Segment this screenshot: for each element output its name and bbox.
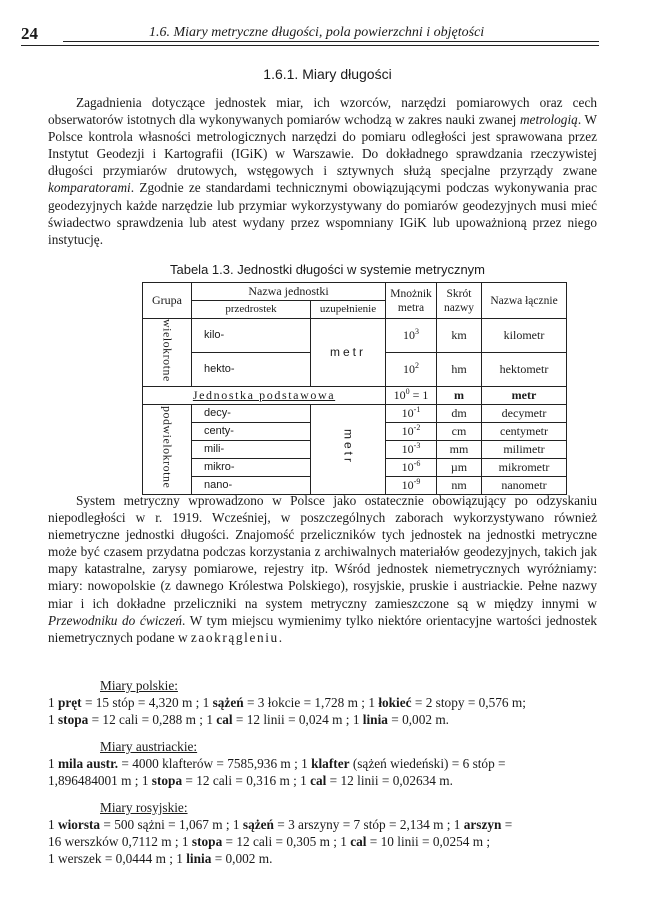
- name-cell: nanometr: [482, 476, 567, 494]
- text-run: = 4000 klafterów = 7585,936 m ; 1: [118, 756, 312, 771]
- russian-measures-title: Miary rosyjskie:: [100, 800, 188, 815]
- name-cell: kilometr: [482, 319, 567, 353]
- metr-submultiples-cell: [311, 404, 386, 494]
- russian-measures: [48, 799, 597, 867]
- base-unit-label: Jednostka podstawowa: [192, 387, 336, 402]
- text-run: = 3 arszyny = 7 stóp = 2,134 m ; 1: [273, 817, 464, 832]
- multiplier-rest: = 1: [409, 387, 429, 402]
- abbr-cell: nm: [437, 476, 482, 494]
- multiplier-exponent: -9: [413, 476, 421, 486]
- multiplier-cell: [386, 458, 437, 476]
- text-run: 1: [48, 756, 58, 771]
- header-prefix: przedrostek: [192, 301, 311, 319]
- unit-name: cal: [350, 834, 367, 849]
- multiplier-mantissa: 10: [393, 387, 406, 402]
- text-run: 1: [48, 817, 58, 832]
- prefix-cell: decy-: [192, 404, 311, 422]
- text-run: =: [501, 817, 513, 832]
- unit-name: cal: [216, 712, 233, 727]
- multiplier-exponent: 2: [415, 360, 419, 370]
- text-run: . Zgodnie ze standardami technicznymi obowiązującymi podczas wykonywania prac geodezyjnych każde narzędzie lub przymiar wykorzystywany do pomiarów geodezyjnych musi mieć świadectwo sprawdzenia lub atest wydany przez wspomniany IGiK lub upoważnioną przez niego instytucję.: [48, 180, 597, 247]
- multiplier-mantissa: 10: [401, 459, 414, 474]
- group-multiples: wielokrotne: [160, 319, 175, 382]
- abbr-cell: µm: [437, 458, 482, 476]
- text-run: System metryczny wprowadzono w Polsce jako ostatecznie obowiązujący po odzyskaniu niepodległości w r. 1919. Wcześniej, w poszczególnych zaborach wykorzystywano również niemetryczne jednostki długości. Znajomość przeliczników tych jednostek na jednostki metryczne może być czasem przydatna podczas korzystania z archiwalnych materiałów geodezyjnych, takich jak mapy katastralne, zarysy pomiarowe, rejestry itp. Wśród jednostek niemetrycznych wyróżniamy: miary: nowopolskie (z dawnego Królestwa Polskiego), rosyjskie, pruskie i austriackie. Pełne nazwy miar i ich dokładne przeliczniki na system metryczny zamieszczone są w między innymi w: [48, 493, 597, 611]
- text-run: Zagadnienia dotyczące jednostek miar, ich wzorców, narzędzi pomiarowych oraz cech obserwatorów istotnych dla wykonywanych pomiarów wchodzą w zakres nauki zwanej: [48, 95, 597, 128]
- text-run: 1: [48, 712, 58, 727]
- unit-name: cal: [310, 773, 327, 788]
- unit-name: sążeń: [212, 695, 244, 710]
- multiplier-cell: [386, 440, 437, 458]
- spaced-word: zaokrągleniu: [190, 629, 279, 645]
- unit-name: łokieć: [378, 695, 412, 710]
- name-cell: decymetr: [482, 404, 567, 422]
- text-run: 16 werszków 0,7112 m ; 1: [48, 834, 192, 849]
- units-table: [142, 282, 567, 495]
- unit-name: mila austr.: [57, 756, 119, 771]
- prefix-cell: nano-: [192, 476, 311, 494]
- text-run: . W tym miejscu wymienimy tylko niektóre orientacyjne wartości jednostek niemetrycznych podane w: [48, 612, 597, 645]
- text-run: = 0,002 m.: [387, 712, 449, 727]
- header-rule-bottom: [21, 45, 599, 46]
- page-header: [21, 20, 599, 50]
- paragraph-history: [48, 492, 597, 646]
- header-group: Grupa: [143, 283, 192, 319]
- measure-line: [48, 850, 597, 867]
- measure-line: [48, 816, 597, 833]
- measure-line: [48, 833, 597, 850]
- text-run: 1 werszek = 0,0444 m ; 1: [48, 851, 187, 866]
- name-cell: metr: [482, 386, 567, 404]
- multiplier-exponent: -3: [413, 440, 421, 450]
- austrian-measures: [48, 738, 597, 789]
- text-run: . W Polsce kontrola własności metrologicznych narzędzi do pomiaru odległości jest sprawowana przez Instytut Geodezji i Kartografii (IGiK) w Warszawie. Do dokładnego sprawdzania rzeczywistej długości przymiarów drutowych, wstęgowych i sztywnych służą specjalne przyrządy zwane: [48, 112, 597, 179]
- abbr-cell: m: [437, 386, 482, 404]
- abbr-cell: cm: [437, 422, 482, 440]
- name-cell: hektometr: [482, 352, 567, 386]
- unit-name: sążeń: [242, 817, 274, 832]
- metr-submultiples: metr: [341, 429, 356, 466]
- measure-line: [48, 694, 597, 711]
- unit-name: stopa: [57, 712, 89, 727]
- unit-name: klafter: [311, 756, 350, 771]
- text-run: = 12 linii = 0,024 m ; 1: [232, 712, 363, 727]
- text-run: = 12 cali = 0,316 m ; 1: [182, 773, 311, 788]
- measure-line: [48, 772, 597, 789]
- text-run: 1: [48, 695, 58, 710]
- metr-multiples: metr: [311, 319, 386, 387]
- multiplier-mantissa: 10: [401, 423, 414, 438]
- prefix-cell: hekto-: [192, 352, 311, 386]
- multiplier-mantissa: 10: [401, 441, 414, 456]
- multiplier-exponent: -2: [413, 422, 421, 432]
- multiplier-mantissa: 10: [401, 405, 414, 420]
- group-submultiples-cell: [143, 404, 192, 494]
- multiplier-mantissa: 10: [401, 477, 414, 492]
- unit-name: pręt: [57, 695, 82, 710]
- multiplier-cell: [386, 422, 437, 440]
- name-cell: mikrometr: [482, 458, 567, 476]
- header-abbreviation: Skrót nazwy: [437, 283, 482, 319]
- header-rule-top: [63, 41, 599, 42]
- multiplier-exponent: 3: [415, 326, 419, 336]
- header-unit-name: Nazwa jednostki: [192, 283, 386, 301]
- table-caption: Tabela 1.3. Jednostki długości w systemie metrycznym: [169, 262, 485, 277]
- unit-name: wiorsta: [57, 817, 101, 832]
- multiplier-exponent: -6: [413, 458, 421, 468]
- multiplier-exponent: -1: [413, 404, 421, 414]
- text-run: = 3 łokcie = 1,728 m ; 1: [243, 695, 379, 710]
- group-multiples-cell: [143, 319, 192, 387]
- text-run: = 12 linii = 0,02634 m.: [326, 773, 453, 788]
- term-metrologia: metrologią: [519, 112, 578, 128]
- unit-name: linia: [362, 712, 388, 727]
- multiplier-cell: [386, 352, 437, 386]
- page-number: 24: [21, 24, 38, 43]
- unit-name: stopa: [151, 773, 183, 788]
- text-run: = 15 stóp = 4,320 m ; 1: [81, 695, 213, 710]
- paragraph-intro: [48, 94, 597, 248]
- text-run: = 2 stopy = 0,576 m;: [411, 695, 526, 710]
- text-run: (sążeń wiedeński) = 6 stóp =: [349, 756, 506, 771]
- text-run: = 0,002 m.: [211, 851, 273, 866]
- abbr-cell: km: [437, 319, 482, 353]
- multiplier-exponent: 0: [405, 386, 410, 396]
- multiplier-cell: [386, 386, 437, 404]
- abbr-cell: hm: [437, 352, 482, 386]
- base-unit-label-cell: [143, 386, 386, 404]
- reference-przewodnik: Przewodniku do ćwiczeń: [48, 612, 183, 628]
- multiplier-cell: [386, 404, 437, 422]
- text-run: = 500 sążni = 1,067 m ; 1: [100, 817, 243, 832]
- measure-line: [48, 755, 597, 772]
- polish-measures: [48, 677, 597, 728]
- name-cell: centymetr: [482, 422, 567, 440]
- multiplier-cell: [386, 319, 437, 353]
- prefix-cell: mikro-: [192, 458, 311, 476]
- unit-name: stopa: [191, 834, 223, 849]
- text-run: .: [278, 629, 283, 645]
- header-multiplier: Mnożnik metra: [386, 283, 437, 319]
- group-submultiples: podwielokrotne: [160, 406, 175, 489]
- austrian-measures-title: Miary austriackie:: [100, 739, 198, 754]
- text-run: = 10 linii = 0,0254 m ;: [366, 834, 491, 849]
- text-run: = 12 cali = 0,305 m ; 1: [222, 834, 351, 849]
- section-title: 1.6.1. Miary długości: [263, 66, 392, 82]
- text-run: = 12 cali = 0,288 m ; 1: [88, 712, 217, 727]
- prefix-cell: mili-: [192, 440, 311, 458]
- unit-name: arszyn: [463, 817, 502, 832]
- unit-name: linia: [186, 851, 212, 866]
- term-komparatory: komparatorami: [48, 180, 131, 196]
- abbr-cell: dm: [437, 404, 482, 422]
- measure-line: [48, 711, 597, 728]
- text-run: 1,896484001 m ; 1: [48, 773, 152, 788]
- polish-measures-title: Miary polskie:: [100, 678, 178, 693]
- header-full-name: Nazwa łącznie: [482, 283, 567, 319]
- multiplier-mantissa: 10: [403, 361, 415, 376]
- prefix-cell: kilo-: [192, 319, 311, 353]
- abbr-cell: mm: [437, 440, 482, 458]
- multiplier-mantissa: 10: [403, 327, 415, 342]
- prefix-cell: centy-: [192, 422, 311, 440]
- name-cell: milimetr: [482, 440, 567, 458]
- running-title: 1.6. Miary metryczne długości, pola powierzchni i objętości: [149, 25, 485, 40]
- header-complement: uzupełnienie: [311, 301, 386, 319]
